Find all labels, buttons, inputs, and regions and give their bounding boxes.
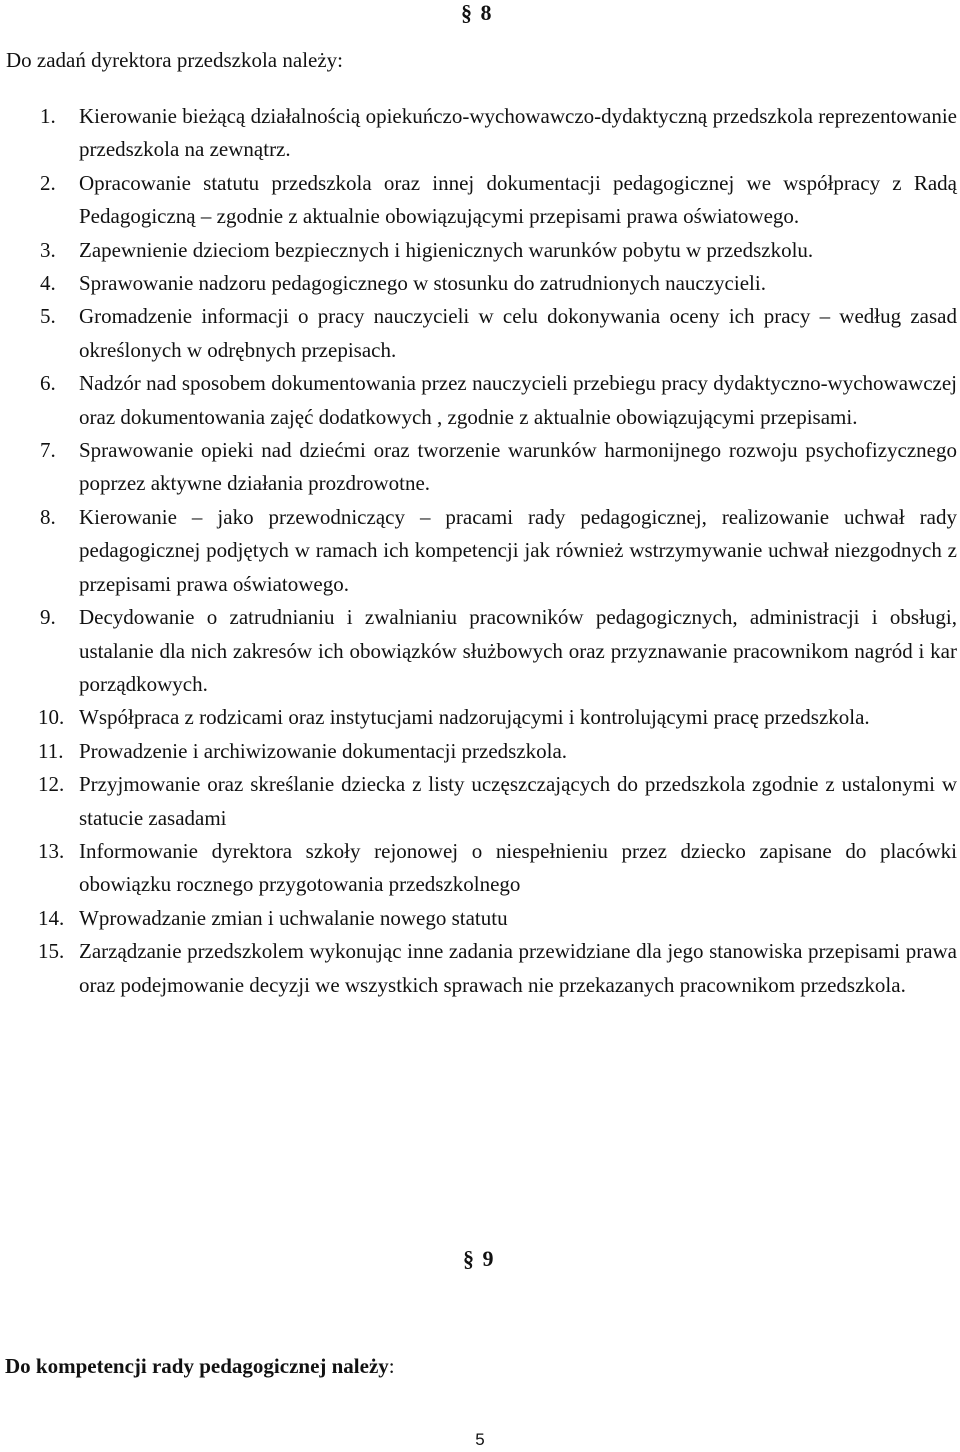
list-item <box>0 367 957 434</box>
competences-intro-text: Do kompetencji rady pedagogicznej należy <box>5 1354 389 1378</box>
list-item <box>0 835 957 902</box>
list-item-text: Gromadzenie informacji o pracy nauczycieli w celu dokonywania oceny ich pracy – według zasad określonych w odrębnych przepisach. <box>79 304 957 362</box>
list-item-text: Kierowanie bieżącą działalnością opiekuńczo-wychowawczo-dydaktyczną przedszkola reprezentowanie przedszkola na zewnątrz. <box>79 104 957 162</box>
list-item-number: 13. <box>38 838 65 863</box>
list-item-number: 10. <box>38 705 65 730</box>
list-item-text: Przyjmowanie oraz skreślanie dziecka z listy uczęszczających do przedszkola zgodnie z ustalonymi w statucie zasadami <box>79 772 957 830</box>
list-item-text: Informowanie dyrektora szkoły rejonowej o niespełnieniu przez dziecko zapisane do placówki obowiązku rocznego przygotowania przedszkolnego <box>79 838 957 897</box>
competences-intro <box>5 1354 395 1379</box>
list-item-text: Prowadzenie i archiwizowanie dokumentacji przedszkola. <box>79 738 568 763</box>
list-item <box>0 100 957 167</box>
list-item-text: Decydowanie o zatrudnianiu i zwalnianiu pracowników pedagogicznych, administracji i obsługi, ustalanie dla nich zakresów ich obowiązków służbowych oraz przyznawanie pracownikom nagród i kar porządkowych. <box>79 605 957 696</box>
list-item <box>0 601 957 701</box>
list-item <box>0 935 957 1002</box>
list-item-number: 12. <box>38 772 65 797</box>
list-item-number: 3. <box>40 237 56 262</box>
section-symbol: § <box>463 1246 475 1271</box>
list-item <box>0 902 957 935</box>
list-item <box>0 501 957 601</box>
list-item-text: Kierowanie – jako przewodniczący – pracami rady pedagogicznej, realizowanie uchwał rady pedagogicznej podjętych w ramach ich kompetencji jak również wstrzymywanie uchwał niezgodnych z przepisami prawa oświatowego. <box>79 504 957 596</box>
list-item-number: 5. <box>40 304 56 329</box>
list-item-number: 7. <box>40 438 56 463</box>
list-item-number: 14. <box>38 905 65 930</box>
list-item <box>0 701 957 734</box>
section-heading-8 <box>461 0 492 26</box>
list-item-number: 15. <box>38 939 65 964</box>
section-number: 8 <box>480 0 492 25</box>
list-item-number: 1. <box>40 104 56 128</box>
list-item-number: 4. <box>40 271 56 296</box>
list-item-text: Nadzór nad sposobem dokumentowania przez nauczycieli przebiegu pracy dydaktyczno-wychowawczej oraz dokumentowania zajęć dodatkowych , zgodnie z aktualnie obowiązującymi przepisami. <box>79 371 957 429</box>
list-item <box>0 267 957 300</box>
list-item-text: Wprowadzanie zmian i uchwalanie nowego statutu <box>79 905 508 930</box>
list-item-number: 6. <box>40 371 56 396</box>
list-item-number: 8. <box>40 504 56 529</box>
list-item <box>0 434 957 501</box>
duties-intro: Do zadań dyrektora przedszkola należy: <box>6 48 344 72</box>
list-item <box>0 234 957 267</box>
list-item-number: 2. <box>40 170 56 195</box>
competences-intro-colon: : <box>388 1354 395 1378</box>
list-item-text: Sprawowanie nadzoru pedagogicznego w stosunku do zatrudnionych nauczycieli. <box>79 271 766 296</box>
list-item-text: Współpraca z rodzicami oraz instytucjami nadzorującymi i kontrolującymi pracę przedszkola. <box>79 705 870 730</box>
list-item <box>0 167 957 234</box>
list-item-text: Sprawowanie opieki nad dziećmi oraz tworzenie warunków harmonijnego rozwoju psychofizycznego poprzez aktywne działania prozdrowotne. <box>79 438 957 496</box>
list-item <box>0 300 957 367</box>
list-item-text: Zarządzanie przedszkolem wykonując inne zadania przewidziane dla jego stanowiska przepisami prawa oraz podejmowanie decyzji we wszystkich sprawach nie przekazanych pracownikom przedszkola. <box>79 939 957 997</box>
list-item-number: 9. <box>40 605 56 630</box>
list-item-text: Zapewnienie dzieciom bezpiecznych i higienicznych warunków pobytu w przedszkolu. <box>79 237 814 262</box>
list-item <box>0 768 957 835</box>
duties-list <box>0 100 957 1002</box>
section-number: 9 <box>482 1246 494 1271</box>
section-symbol: § <box>461 0 473 25</box>
list-item <box>0 735 957 768</box>
list-item-number: 11. <box>38 738 64 763</box>
section-heading-9 <box>463 1246 494 1272</box>
list-item-text: Opracowanie statutu przedszkola oraz innej dokumentacji pedagogicznej we współpracy z Radą Pedagogiczną – zgodnie z aktualnie obowiązującymi przepisami prawa oświatowego. <box>79 170 957 229</box>
page-number: 5 <box>475 1430 485 1449</box>
